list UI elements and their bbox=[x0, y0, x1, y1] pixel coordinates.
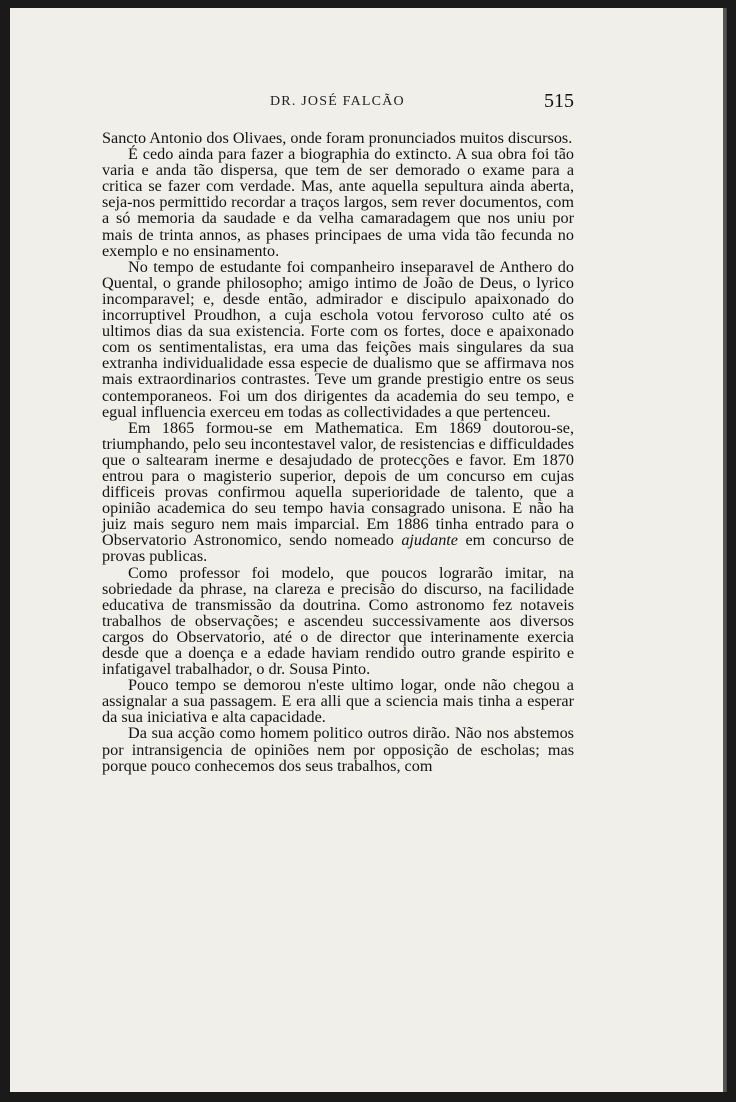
paragraph-4 bbox=[102, 420, 574, 565]
paragraph-4-italic: ajudante bbox=[401, 531, 458, 550]
paragraph-4-text: Em 1865 formou-se em Mathematica. Em 1869 doutorou-se, triumphando, pelo seu incontestavel valor, de resistencias e difficuldades que o saltearam inerme e desajudado de protecções e favor. Em 1870 entrou para o magisterio superior, depois de um concurso em cujas difficeis provas confirmou aquella superioridade de talento, que a opinião academica do seu tempo havia consagrado unisona. E não ha juiz mais seguro nem mais imparcial. Em 1886 tinha entrado para o Observatorio Astronomico, sendo nomeado bbox=[102, 418, 574, 550]
book-page bbox=[10, 8, 727, 1092]
body-text bbox=[102, 130, 574, 774]
page-number: 515 bbox=[544, 90, 574, 112]
paragraph-7: Da sua acção como homem politico outros dirão. Não nos abstemos por intransigencia de opiniões nem por opposição de escholas; mas porque pouco conhecemos dos seus trabalhos, com bbox=[102, 724, 574, 775]
paragraph-6: Pouco tempo se demorou n'este ultimo logar, onde não chegou a assignalar a sua passagem. E era alli que a sciencia mais tinha a esperar da sua iniciativa e alta capacidade. bbox=[102, 676, 574, 727]
paragraph-4-end: em concurso de provas publicas. bbox=[102, 531, 574, 566]
paragraph-1: Sancto Antonio dos Olivaes, onde foram pronunciados muitos discursos. bbox=[102, 129, 573, 147]
running-title: DR. JOSÉ FALCÃO bbox=[270, 94, 405, 109]
page-edge bbox=[723, 8, 726, 1092]
paragraph-2: É cedo ainda para fazer a biographia do extincto. A sua obra foi tão varia e anda tão dispersa, que tem de ser demorado o exame para a critica se fazer com verdade. Mas, ante aquella sepultura ainda aberta, seja-nos permittido recordar a traços largos, sem rever documentos, com a só memoria da saudade e da velha camaradagem que nos uniu por mais de trinta annos, as phases principaes de uma vida tão fecunda no exemplo e no ensinamento. bbox=[102, 145, 574, 260]
paragraph-5: Como professor foi modelo, que poucos lograrão imitar, na sobriedade da phrase, na clareza e precisão do discurso, na facilidade educativa de transmissão da doutrina. Como astronomo fez notaveis trabalhos de observações; e ascendeu successivamente aos diversos cargos do Observatorio, até o de director que interinamente exercia desde que a doença e a edade haviam rendido outro grande espirito e infatigavel trabalhador, o dr. Sousa Pinto. bbox=[102, 563, 574, 679]
page-header bbox=[10, 90, 726, 118]
paragraph-3: No tempo de estudante foi companheiro inseparavel de Anthero do Quental, o grande philosopho; amigo intimo de João de Deus, o lyrico incomparavel; e, desde então, admirador e discipulo apaixonado do incorruptivel Proudhon, a cuja eschola votou fervoroso culto até os ultimos dias da sua existencia. Forte com os fortes, doce e apaixonado com os sentimentalistas, era uma das feições mais singulares da sua extranha individualidade essa especie de dualismo que se affirmava nos mais extraordinarios contrastes. Teve um grande prestigio entre os seus contemporaneos. Foi um dos dirigentes da academia do seu tempo, e egual influencia exerceu em todas as collectividades a que pertenceu. bbox=[102, 257, 574, 421]
